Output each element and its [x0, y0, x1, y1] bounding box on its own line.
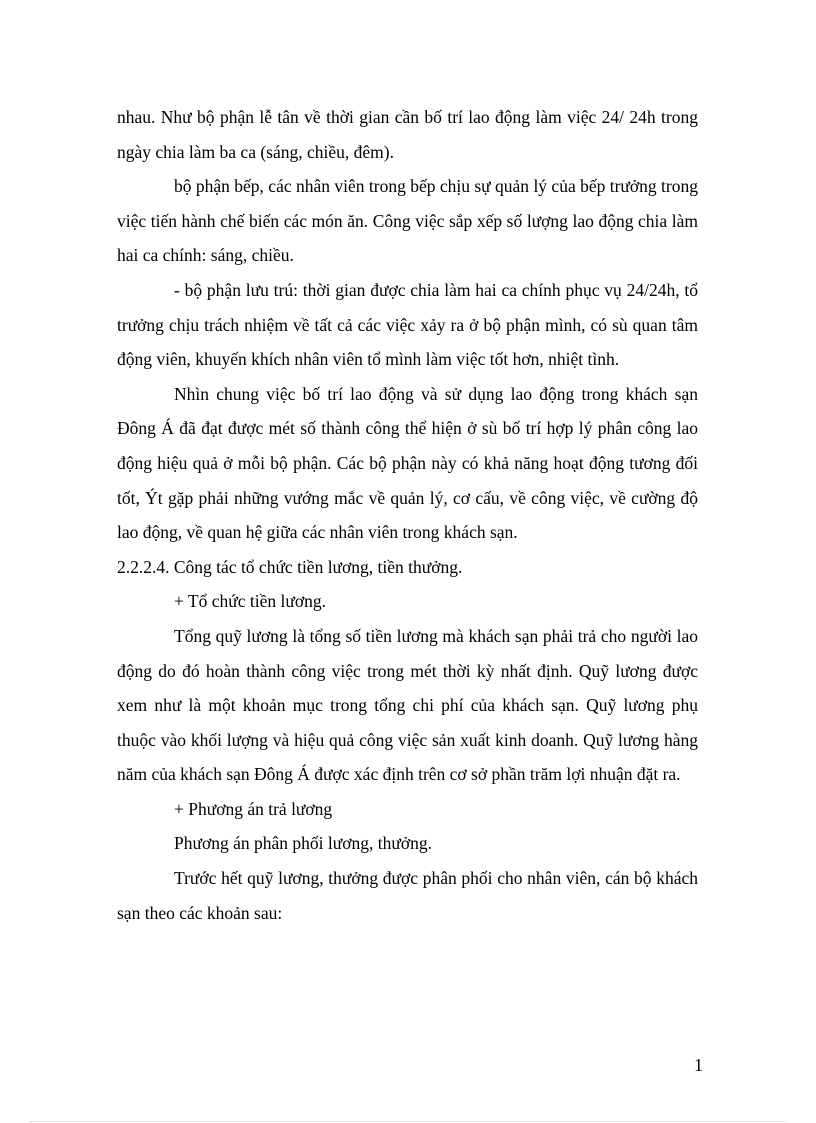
paragraph-overview: Nhìn chung việc bố trí lao động và sử dụng lao động trong khách sạn Đông Á đã đạt được mét số thành công thể hiện ở sù bố trí hợp lý phân công lao động hiệu quả ở mỗi bộ phận. Các bộ phận này có khả năng hoạt động tương đối tốt, Ýt gặp phải những vướng mắc về quản lý, cơ cấu, về công việc, về cường độ lao động, về quan hệ giữa các nhân viên trong khách sạn. [117, 383, 698, 543]
section-heading-salary: 2.2.2.4. Công tác tổ chức tiền lương, tiền thưởng. [117, 556, 463, 577]
paragraph-distribution-items: Trước hết quỹ lương, thưởng được phân phối cho nhân viên, cán bộ khách sạn theo các khoản sau: [117, 868, 698, 923]
paragraph-distribution-plan: Phương án phân phối lương, thưởng. [174, 833, 432, 854]
paragraph-kitchen: bộ phận bếp, các nhân viên trong bếp chịu sự quản lý của bếp trưởng trong việc tiến hành chế biến các món ăn. Công việc sắp xếp số lượng lao động chia làm hai ca chính: sáng, chiều. [117, 176, 698, 266]
subheading-payment-plan: + Phương án trả lương [174, 798, 333, 819]
page-body [117, 100, 698, 930]
footer-divider [30, 1121, 786, 1122]
page-number: 1 [694, 1055, 703, 1075]
subheading-salary-organization: + Tổ chức tiền lương. [174, 591, 326, 612]
paragraph-salary-fund: Tổng quỹ lương là tổng số tiền lương mà khách sạn phải trả cho người lao động do đó hoàn thành công việc trong mét thời kỳ nhất định. Quỹ lương được xem như là một khoản mục trong tổng chi phí của khách sạn. Quỹ lương phụ thuộc vào khối lượng và hiệu quả công việc sản xuất kinh doanh. Quỹ lương hàng năm của khách sạn Đông Á được xác định trên cơ sở phần trăm lợi nhuận đặt ra. [117, 625, 698, 785]
paragraph-reception-shifts: nhau. Như bộ phận lễ tân về thời gian cần bố trí lao động làm việc 24/ 24h trong ngày chia làm ba ca (sáng, chiều, đêm). [117, 107, 698, 162]
paragraph-accommodation: - bộ phận lưu trú: thời gian được chia làm hai ca chính phục vụ 24/24h, tổ trưởng chịu trách nhiệm về tất cả các việc xảy ra ở bộ phận mình, có sù quan tâm động viên, khuyến khích nhân viên tổ mình làm việc tốt hơn, nhiệt tình. [117, 279, 698, 370]
